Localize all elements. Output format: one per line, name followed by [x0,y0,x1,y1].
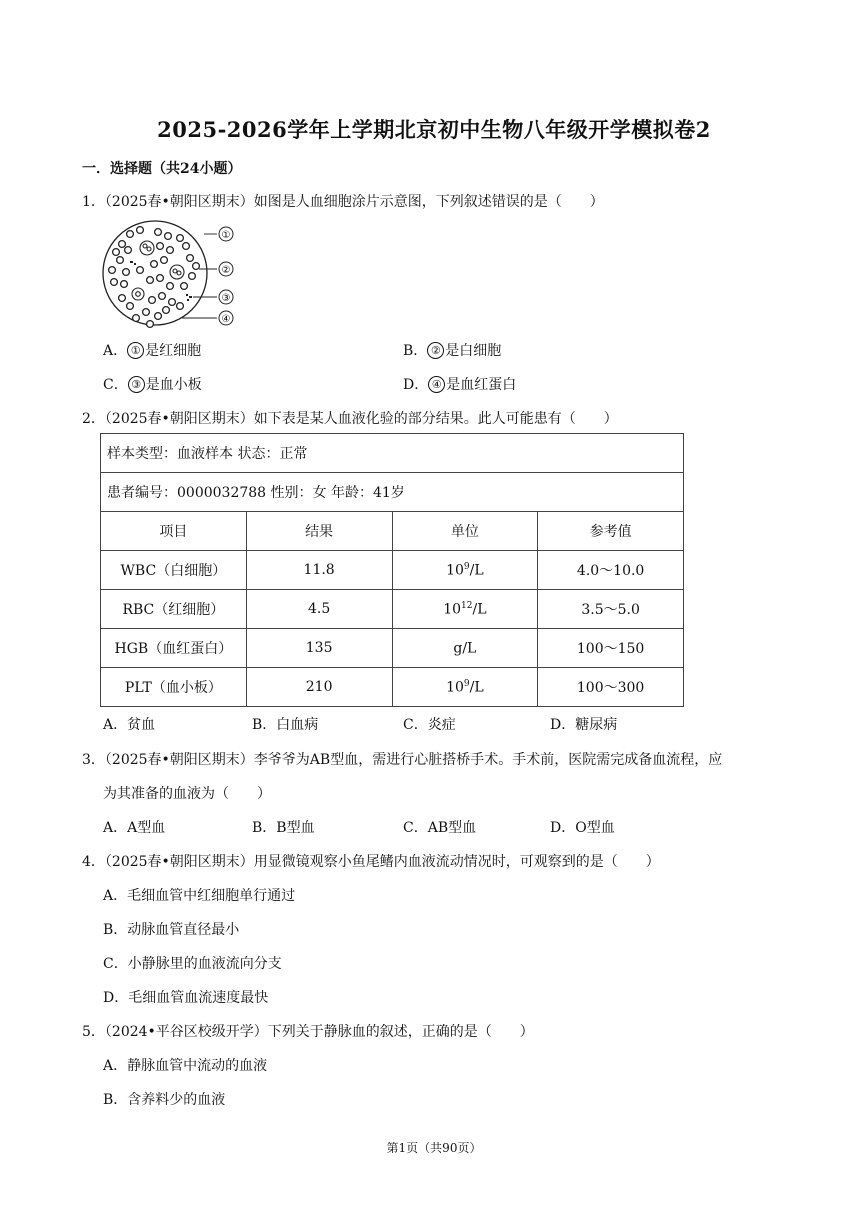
diagram-label-2: ② [221,265,231,276]
question-2-stem: 2．（2025春•朝阳区期末）如下表是某人血液化验的部分结果。此人可能患有（ ） [82,411,618,427]
red-blood-cell [155,229,162,236]
header-cell: 项目 [101,512,247,551]
red-blood-cell [149,297,156,304]
question-4-stem: 4．（2025春•朝阳区期末）用显微镜观察小鱼尾鳍内血液流动情况时，可观察到的是（ ） [82,854,660,870]
table-row: HGB（血红蛋白） 135 g/L 100～150 [101,629,684,668]
red-blood-cell [167,247,174,254]
question-3-stem-line1: 3．（2025春•朝阳区期末）李爷爷为AB型血，需进行心脏搭桥手术。手术前，医院需完成备血流程，应 [82,752,723,768]
red-blood-cell [181,283,188,290]
header-cell: 结果 [246,512,392,551]
question-4-option-d[interactable]: D．毛细血管血流速度最快 [103,990,269,1006]
table-row: WBC（白细胞） 11.8 $10^9/L$ 4.0～10.0 [101,551,684,590]
red-blood-cell [119,241,126,248]
question-3-option-d[interactable]: D．O型血 [550,820,615,836]
diagram-label-1: ① [221,230,231,241]
question-2-option-d[interactable]: D．糖尿病 [550,717,618,733]
red-blood-cell [143,309,150,316]
table-header-row [101,512,684,551]
question-1-option-b[interactable]: B． ② 是白细胞 [403,343,502,359]
red-blood-cell [159,293,166,300]
question-5-option-a[interactable]: A．静脉血管中流动的血液 [103,1058,268,1074]
question-1-option-c[interactable]: C． ③ 是血小板 [103,377,202,393]
diagram-label-3: ③ [221,293,231,304]
red-blood-cell [151,261,158,268]
red-blood-cell [109,267,116,274]
red-blood-cell [125,247,132,254]
red-blood-cell [189,273,196,280]
red-blood-cell [193,263,200,270]
question-3-option-a[interactable]: A．A型血 [103,820,166,836]
red-blood-cell [177,303,184,310]
red-blood-cell [157,275,164,282]
red-blood-cell [183,243,190,250]
document-title: 2025-2026学年上学期北京初中生物八年级开学模拟卷2 [157,117,711,142]
table-row: PLT（血小板） 210 $10^9/L$ 100～300 [101,668,684,707]
question-5-option-b[interactable]: B．含养料少的血液 [103,1092,226,1108]
red-blood-cell [133,315,140,322]
red-blood-cell [119,295,126,302]
red-blood-cell [117,257,124,264]
question-2-option-c[interactable]: C．炎症 [403,717,456,733]
table-row: RBC（红细胞） 4.5 $10^{12}/L$ 3.5～5.0 [101,590,684,629]
question-4-option-c[interactable]: C．小静脉里的血液流向分支 [103,956,282,972]
red-blood-cell [187,255,194,262]
red-blood-cell [163,307,170,314]
red-blood-cell [137,267,144,274]
red-blood-cell [121,281,128,288]
header-cell: 单位 [392,512,538,551]
question-4-option-a[interactable]: A．毛细血管中红细胞单行通过 [103,888,296,904]
header-cell: 参考值 [538,512,684,551]
red-blood-cell [127,231,134,238]
red-blood-cell [147,277,154,284]
section-heading: 一．选择题（共24小题） [82,161,242,177]
question-3-option-b[interactable]: B．B型血 [252,820,315,836]
question-2-option-a[interactable]: A．贫血 [103,717,156,733]
red-blood-cell [127,303,134,310]
patient-info-row: 患者编号：0000032788 性别：女 年龄：41岁 [101,473,684,512]
red-blood-cell [123,269,130,276]
question-2-option-b[interactable]: B．白血病 [252,717,319,733]
red-blood-cell [177,235,184,242]
red-blood-cell [111,279,118,286]
red-blood-cell [113,249,120,256]
sample-info-row: 样本类型：血液样本 状态：正常 [101,434,684,473]
red-blood-cell [147,321,154,328]
question-3-stem-line2: 为其准备的血液为（ ） [103,786,271,802]
red-blood-cell [167,283,174,290]
question-1-option-d[interactable]: D． ④ 是血红蛋白 [403,377,517,393]
blood-smear-diagram [100,220,240,332]
red-blood-cell [161,257,168,264]
red-blood-cell [169,299,176,306]
question-3-option-c[interactable]: C．AB型血 [403,820,477,836]
diagram-label-4: ④ [221,314,231,325]
question-1-option-a[interactable]: A． ① 是红细胞 [103,343,202,359]
blood-test-table [100,433,684,707]
red-blood-cell [155,313,162,320]
red-blood-cell [165,233,172,240]
red-blood-cell [137,227,144,234]
page-footer: 第1页（共90页） [386,1141,482,1155]
question-1-stem: 1．（2025春•朝阳区期末）如图是人血细胞涂片示意图，下列叙述错误的是（ ） [82,194,604,210]
red-blood-cell [157,243,164,250]
question-5-stem: 5．（2024•平谷区校级开学）下列关于静脉血的叙述，正确的是（ ） [82,1024,534,1040]
question-4-option-b[interactable]: B．动脉血管直径最小 [103,922,240,938]
